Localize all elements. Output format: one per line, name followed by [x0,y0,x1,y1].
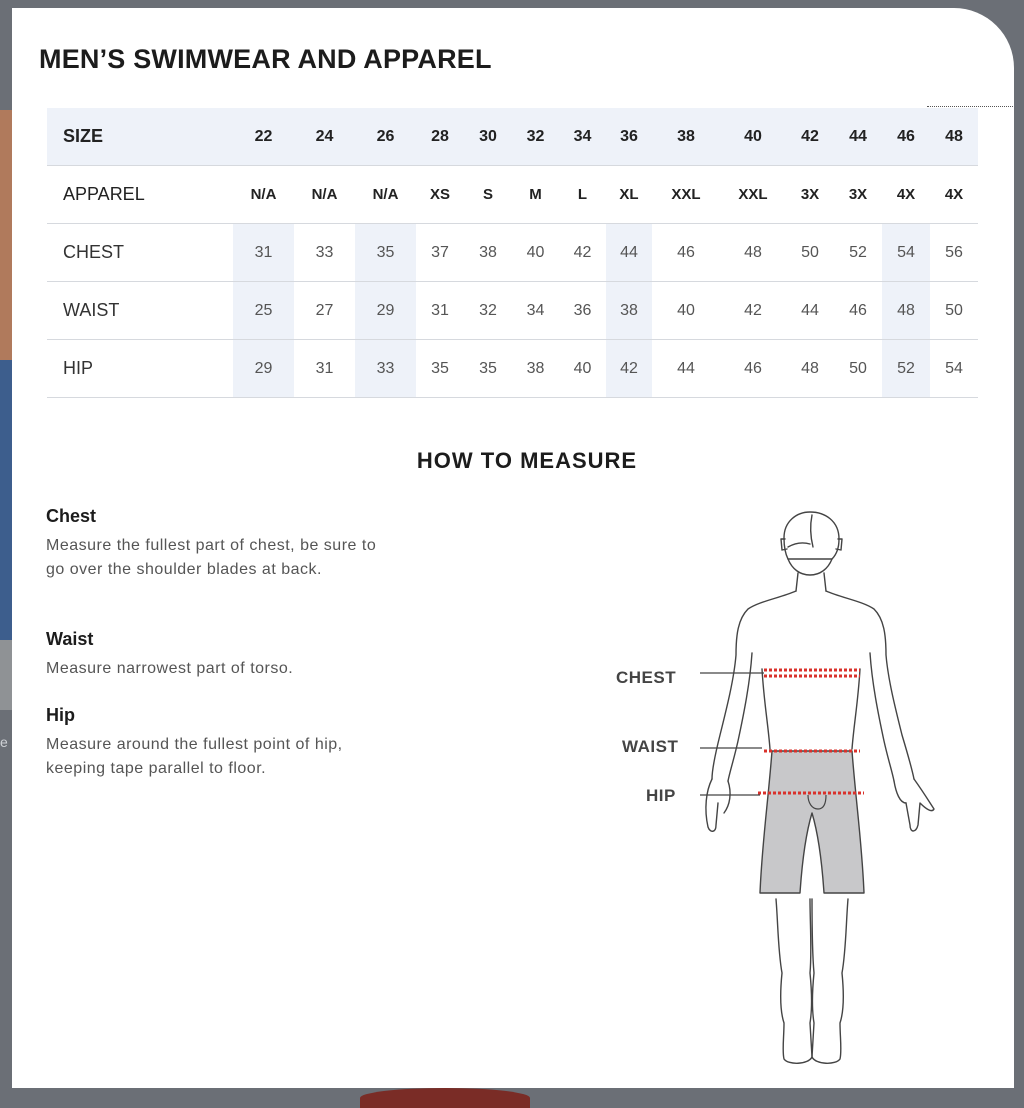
dotted-divider [927,106,1014,107]
table-cell: 40 [652,282,720,340]
table-cell: 4X [930,166,978,224]
table-cell: 31 [416,282,464,340]
table-cell: 3X [786,166,834,224]
table-cell: 54 [882,224,930,282]
size-chart-modal [12,8,1014,1088]
table-cell: 33 [294,224,355,282]
body-measurement-figure [612,503,952,1073]
table-cell: 3X [834,166,882,224]
table-cell: 36 [606,108,652,166]
table-cell: 22 [233,108,294,166]
table-cell: 25 [233,282,294,340]
table-cell: 40 [720,108,786,166]
table-cell: 30 [464,108,512,166]
row-label: APPAREL [47,166,233,224]
table-cell: 34 [559,108,606,166]
table-cell: L [559,166,606,224]
table-cell: 24 [294,108,355,166]
waist-instruction [46,629,391,681]
row-label: CHEST [47,224,233,282]
table-cell: 28 [416,108,464,166]
table-cell: 34 [512,282,559,340]
table-cell: 32 [512,108,559,166]
table-cell: 42 [786,108,834,166]
chest-instruction [46,506,391,582]
hip-figure-label: HIP [646,786,676,805]
table-cell: 54 [930,340,978,398]
table-row [47,166,978,224]
table-cell: 38 [464,224,512,282]
table-cell: XS [416,166,464,224]
table-cell: 50 [930,282,978,340]
waist-figure-label: WAIST [622,737,679,756]
table-cell: 42 [606,340,652,398]
table-cell: 35 [416,340,464,398]
table-cell: 4X [882,166,930,224]
table-cell: N/A [355,166,416,224]
chest-heading: Chest [46,506,97,526]
table-cell: 48 [786,340,834,398]
table-cell: 40 [559,340,606,398]
table-cell: XXL [652,166,720,224]
table-cell: 36 [559,282,606,340]
table-cell: 35 [355,224,416,282]
table-cell: 48 [930,108,978,166]
table-cell: S [464,166,512,224]
waist-text: Measure narrowest part of torso. [46,660,294,677]
modal-title: MEN’S SWIMWEAR AND APPAREL [39,44,492,74]
table-cell: 48 [882,282,930,340]
table-cell: 31 [233,224,294,282]
table-cell: 44 [834,108,882,166]
table-cell: 44 [652,340,720,398]
table-cell: 52 [882,340,930,398]
background-fragment [0,360,12,640]
hip-heading: Hip [46,705,75,725]
chest-figure-label: CHEST [616,668,677,687]
background-fragment [0,640,12,710]
table-row [47,224,978,282]
table-cell: 46 [882,108,930,166]
table-cell: 32 [464,282,512,340]
table-cell: 44 [786,282,834,340]
table-cell: N/A [294,166,355,224]
table-cell: 42 [559,224,606,282]
table-cell: 46 [834,282,882,340]
table-cell: 35 [464,340,512,398]
table-cell: 38 [606,282,652,340]
row-label: SIZE [47,108,233,166]
table-cell: 26 [355,108,416,166]
table-cell: 29 [355,282,416,340]
table-cell: 29 [233,340,294,398]
table-cell: 56 [930,224,978,282]
table-cell: 50 [786,224,834,282]
table-cell: 27 [294,282,355,340]
hip-text: Measure around the fullest point of hip, keeping tape parallel to floor. [46,736,343,777]
table-cell: 46 [652,224,720,282]
table-cell: 38 [652,108,720,166]
table-cell: 50 [834,340,882,398]
table-cell: N/A [233,166,294,224]
table-cell: 40 [512,224,559,282]
how-to-measure-title: HOW TO MEASURE [416,448,638,473]
row-label: HIP [47,340,233,398]
background-text-fragment: e [0,734,8,750]
row-label: WAIST [47,282,233,340]
table-row [47,340,978,398]
table-cell: XXL [720,166,786,224]
table-cell: 33 [355,340,416,398]
background-fragment [360,1088,530,1108]
chest-text: Measure the fullest part of chest, be sure to go over the shoulder blades at back. [46,537,377,578]
waist-heading: Waist [46,629,94,649]
table-row [47,108,978,166]
table-row [47,282,978,340]
table-cell: 42 [720,282,786,340]
table-cell: XL [606,166,652,224]
table-cell: 31 [294,340,355,398]
table-cell: 37 [416,224,464,282]
table-cell: 52 [834,224,882,282]
size-chart-table [47,108,978,398]
background-fragment [0,110,12,360]
table-cell: 48 [720,224,786,282]
hip-instruction [46,705,391,781]
table-cell: 38 [512,340,559,398]
table-cell: 46 [720,340,786,398]
table-cell: 44 [606,224,652,282]
table-cell: M [512,166,559,224]
